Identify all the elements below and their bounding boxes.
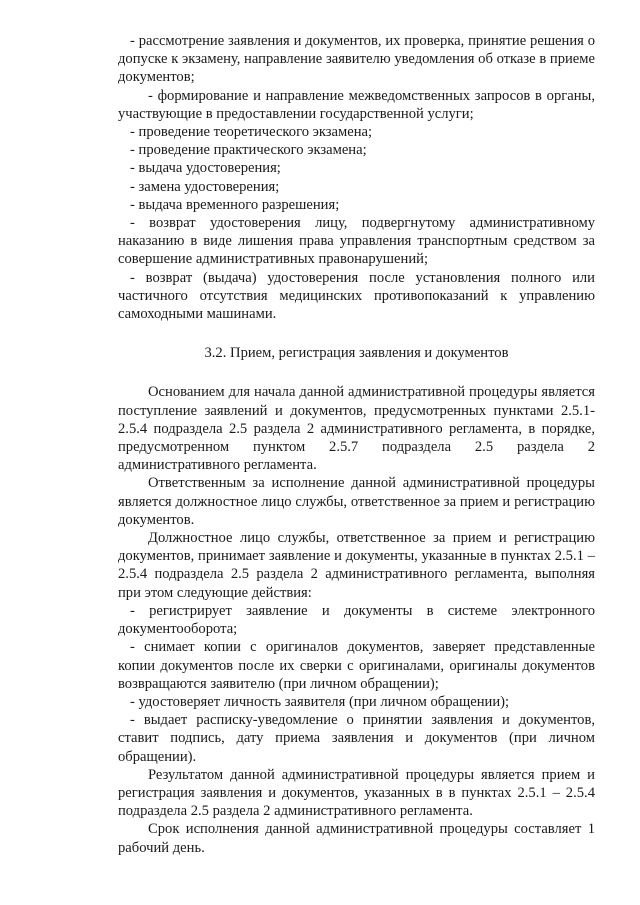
- action-receipt: - выдает расписку-уведомление о принятии заявления и документов, ставит подпись, дату приема заявления и документов (при личном обращении).: [118, 712, 595, 765]
- list-item-replace-certificate: - замена удостоверения;: [130, 178, 280, 195]
- list-item-temporary-permit: - выдача временного разрешения;: [130, 196, 340, 213]
- section-heading: 3.2. Прием, регистрация заявления и документов: [204, 345, 509, 362]
- list-item-theory-exam: - проведение теоретического экзамена;: [130, 124, 373, 141]
- list-item-return-after-medical: - возврат (выдача) удостоверения после установления полного или частичного отсутствия медицинских противопоказаний к управлению самоходными машинами.: [118, 269, 595, 323]
- paragraph-official: Должностное лицо службы, ответственное за прием и регистрацию документов, принимает заявление и документы, указанные в пунктах 2.5.1 – 2.5.4 подраздела 2.5 раздела 2 административного регламента, выполняя при этом следующие действия:: [118, 530, 595, 601]
- paragraph-term: Срок исполнения данной административной процедуры составляет 1 рабочий день.: [118, 821, 595, 856]
- action-identity: - удостоверяет личность заявителя (при личном обращении);: [130, 693, 510, 710]
- document-page: [118, 32, 595, 857]
- list-item-return-certificate: - возврат удостоверения лицу, подвергнутому административному наказанию в виде лишения права управления транспортным средством за совершение административных правонарушений;: [118, 215, 595, 268]
- list-item-practical-exam: - проведение практического экзамена;: [130, 142, 367, 159]
- list-item-issue-certificate: - выдача удостоверения;: [130, 160, 281, 177]
- paragraph-basis: Основанием для начала данной административной процедуры является поступление заявлений и документов, предусмотренных пунктами 2.5.1-2.5.4 подраздела 2.5 раздела 2 административного регламента, в порядке, предусмотренном пунктом 2.5.7 подраздела 2.5 раздела 2 административного регламента.: [118, 384, 595, 474]
- list-item-interagency-requests: - формирование и направление межведомственных запросов в органы, участвующие в предоставлении государственной услуги;: [118, 87, 595, 122]
- paragraph-result: Результатом данной административной процедуры является прием и регистрация заявления и документов, указанных в в пунктах 2.5.1 – 2.5.4 подраздела 2.5 раздела 2 административного регламента.: [118, 766, 595, 820]
- action-copies: - снимает копии с оригиналов документов, заверяет представленные копии документов после их сверки с оригиналами, оригиналы документов возвращаются заявителю (при личном обращении);: [118, 639, 595, 692]
- action-register: - регистрирует заявление и документы в системе электронного документооборота;: [118, 602, 595, 638]
- paragraph-responsible: Ответственным за исполнение данной административной процедуры является должностное лицо службы, ответственное за прием и регистрацию документов.: [118, 475, 595, 528]
- list-item-review-documents: - рассмотрение заявления и документов, их проверка, принятие решения о допуске к экзамену, направление заявителю уведомления об отказе в приеме документов;: [118, 33, 595, 86]
